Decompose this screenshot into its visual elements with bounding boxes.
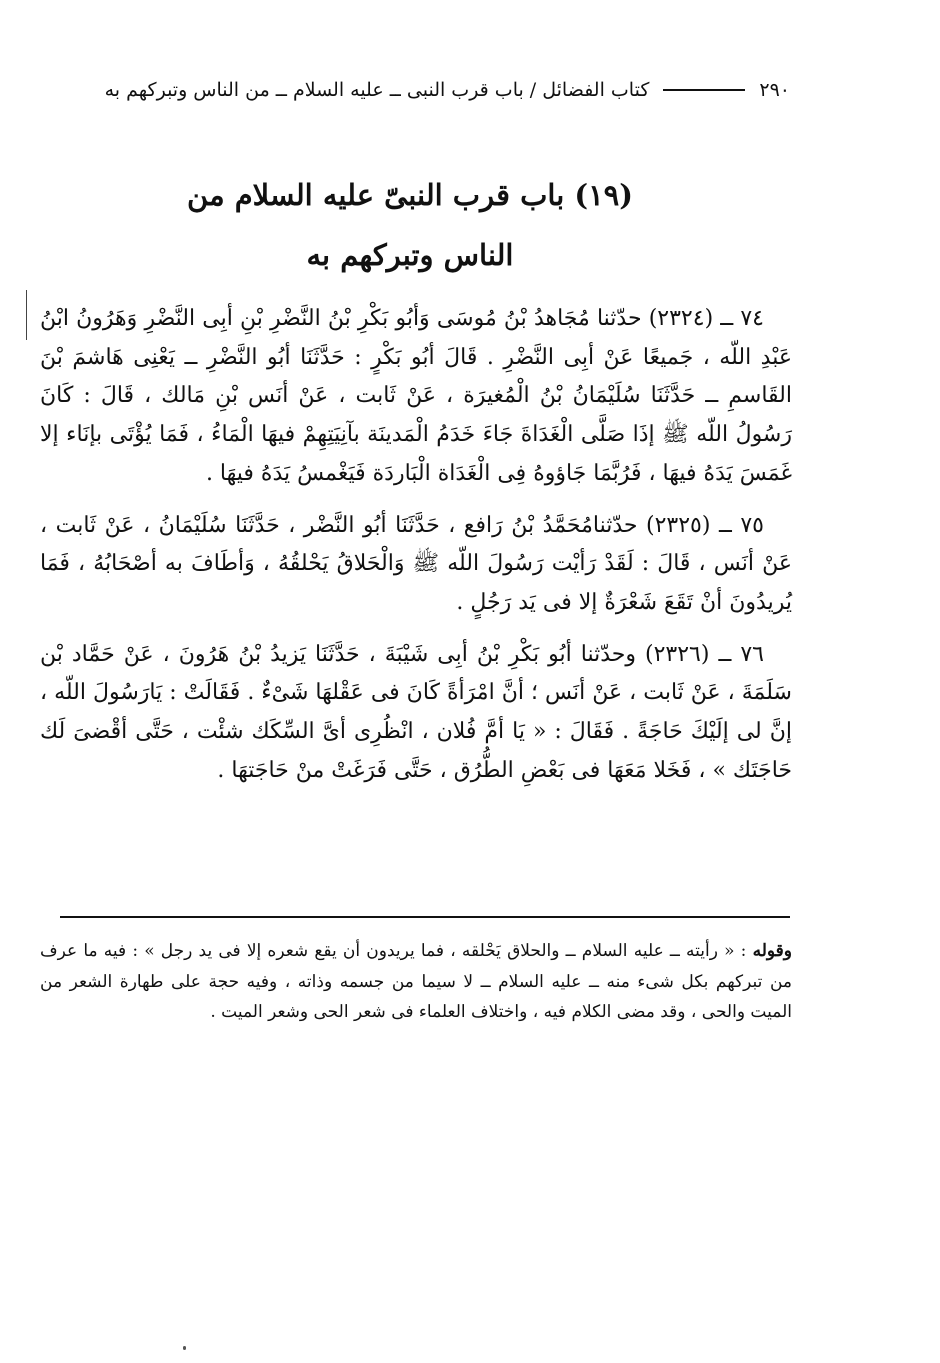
page-number: ٢٩٠ <box>759 79 790 101</box>
scan-speck <box>183 1346 186 1350</box>
footnote-lead: وقوله <box>752 941 792 961</box>
chapter-title-line-1: (١٩) باب قرب النبىّ عليه السلام من <box>187 178 633 212</box>
header-rule <box>663 89 745 91</box>
footnote-paragraph <box>40 936 792 1028</box>
footnote-text: : « رأيته ــ عليه السلام ــ والحلاق يَحْلقه ، فما يريدون أن يقع شعره إلا فى يد رجل » : فيه ما عرف من تبركهم بكل شىء منه ــ عليه السلام ــ لا سيما من جسمه وذاته ، وفيه حجة على طهارة الشعر من الميت والحى ، وقد مضى الكلام فيه ، واختلاف العلماء فى شعر الحى وشعر الميت . <box>40 941 792 1022</box>
margin-mark <box>26 290 27 340</box>
hadith-74: ٧٤ ــ (٢٣٢٤) حدّثنا مُجَاهدُ بْنُ مُوسَى وَأبُو بَكْرِ بْنُ النَّضْرِ بْنِ أبِى النَّضْرِ وَهَرُونُ ابْنُ عَبْدِ اللّه ، جَميعًا عَنْ أبِى النَّضْرِ . قَالَ أبُو بَكْرٍ : حَدَّثَنَا أبُو النَّضْرِ ــ يَعْنِى هَاشمَ بْنَ القَاسمِ ــ حَدَّثَنَا سُلَيْمَانُ بْنُ الْمُغيرَة ، عَنْ ثَابت ، عَنْ أنَس بْنِ مَالك ، قَالَ : كَانَ رَسُولُ اللّه ﷺ إذَا صَلَّى الْغَدَاةَ جَاءَ خَدَمُ الْمَدينَة بآنِيَتِهِمْ فيهَا الْمَاءُ ، فَمَا يُؤْتَى بإنَاء إلا غَمَسَ يَدَهُ فيهَا ، فَرُبَّمَا جَاؤوهُ فِى الْغَدَاة الْبَاردَة فَيَغْمسُ يَدَهُ فيهَا . <box>40 306 792 486</box>
hadith-75: ٧٥ ــ (٢٣٢٥) حدّثنامُحَمَّدُ بْنُ رَافع ، حَدَّثَنَا أبُو النَّضْر ، حَدَّثَنَا سُلَيْمَانُ ، عَنْ ثَابت ، عَنْ أنَس ، قَالَ : لَقَدْ رَأيْت رَسُولَ اللّه ﷺ وَالْحَلاقُ يَحْلقُهُ ، وَأطَافَ به أصْحَابُهُ ، فَمَا يُريدُونَ أنْ تَقَعَ شَعْرَةٌ إلا فى يَد رَجُلٍ . <box>40 512 792 615</box>
hadith-body <box>40 300 792 803</box>
footnote <box>40 936 792 1028</box>
running-header <box>30 70 790 110</box>
chapter-title-line-2: الناس وتبركهم به <box>306 238 514 272</box>
hadith-76: ٧٦ ــ (٢٣٢٦) وحدّثنا أبُو بَكْرِ بْنُ أبِى شَيْبَةَ ، حَدَّثَنَا يَزيدُ بْنُ هَرُونَ ، عَنْ حَمَّاد بْن سَلَمَةَ ، عَنْ ثَابت ، عَنْ أنَس ؛ أنَّ امْرَأةً كَانَ فى عَقْلهَا شَىْءٌ . فَقَالَتْ : يَارَسُولَ اللّه ، إنَّ لى إلَيْكَ حَاجَةً . فَقَالَ : « يَا أمَّ فُلان ، انْظُرِى أىَّ السِّكَك شئْت ، حَتَّى أقْضىَ لَك حَاجَتَك » ، فَخَلا مَعَهَا فى بَعْضِ الطُّرُق ، حَتَّى فَرَغَتْ منْ حَاجَتهَا . <box>40 641 792 783</box>
running-title: كتاب الفضائل / باب قرب النبى ــ عليه السلام ــ من الناس وتبركهم به <box>104 79 650 101</box>
footnote-separator <box>60 916 790 918</box>
